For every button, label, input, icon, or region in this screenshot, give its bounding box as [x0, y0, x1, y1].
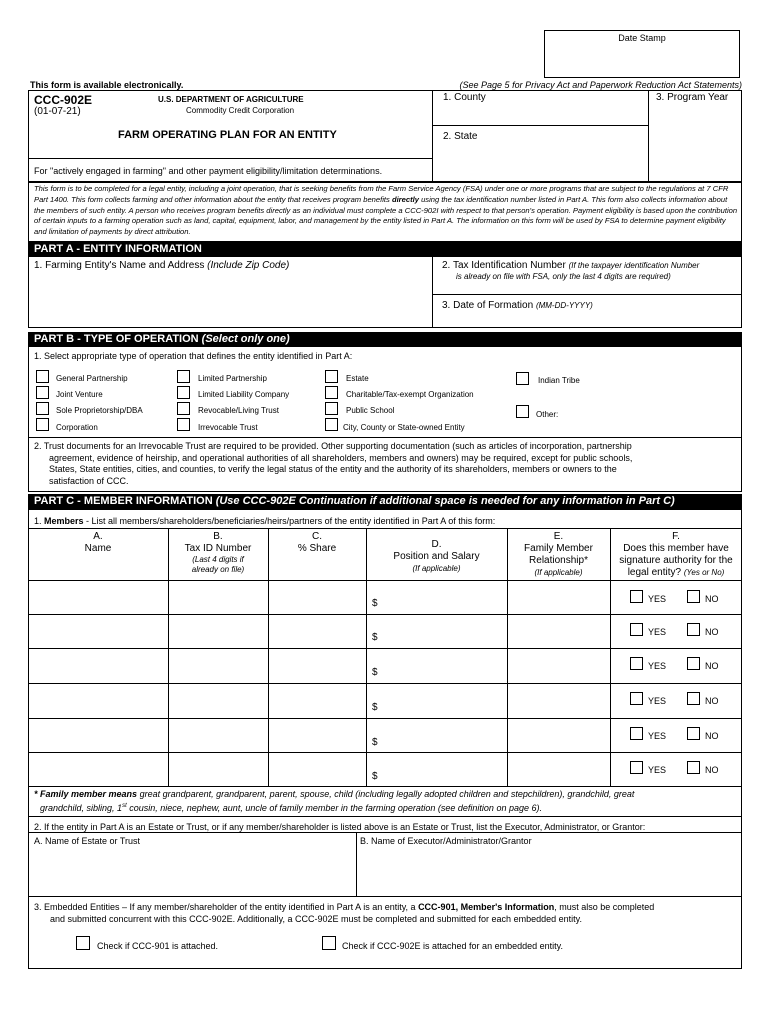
signature-yes-checkbox-5[interactable] — [630, 727, 643, 740]
signature-yes-checkbox-3[interactable] — [630, 657, 643, 670]
yes-label-3: YES — [648, 661, 667, 671]
signature-yes-checkbox-2[interactable] — [630, 623, 643, 636]
yes-label-4: YES — [648, 696, 667, 706]
other-input[interactable] — [566, 406, 736, 418]
tin-hint: is already on file with FSA, only the last 4 digits are required) — [456, 272, 671, 281]
limited-partnership-checkbox[interactable] — [177, 370, 190, 383]
ccc-901-attached-label: Check if CCC-901 is attached. — [97, 941, 219, 951]
yes-label-6: YES — [648, 765, 667, 775]
tin-field[interactable] — [434, 282, 740, 293]
intro-paragraph: This form is to be completed for a legal entity, including a joint operation, that is seeking benefits from the Farm Service Agency (FSA) under one or more programs that are subject to the regulations at 7 CFR Part 1400. This form collects farming and other information about the entity that receives program benefits directly using the tax identification number listed in Part A. This form also collects information about the members of such entity. A person who receives program benefits directly as an individual must complete a CCC-902I with respect to that person's operation. Payment eligibility is based upon the contribution of certain inputs to a farming operation such as land, capital, equipment, labor, and management by the entity listed in Part A. The information on this form will be used by FSA to determine payment eligibility and limitation of payments by direct attribution. — [34, 184, 738, 237]
estate-label: Estate — [346, 374, 369, 383]
program-year-label: 3. Program Year — [656, 92, 729, 103]
date-of-formation-field[interactable] — [434, 312, 740, 326]
signature-no-checkbox-2[interactable] — [687, 623, 700, 636]
signature-no-checkbox-4[interactable] — [687, 692, 700, 705]
purpose-statement: For "actively engaged in farming" and other payment eligibility/limitation determinations. — [34, 166, 383, 176]
joint-venture-checkbox[interactable] — [36, 386, 49, 399]
corporation-checkbox[interactable] — [36, 418, 49, 431]
ccc-902e-attached-label: Check if CCC-902E is attached for an embedded entity. — [342, 941, 563, 951]
yes-label-1: YES — [648, 594, 667, 604]
entity-name-label: 1. Farming Entity's Name and Address (Include Zip Code) — [34, 260, 290, 271]
other-checkbox[interactable] — [516, 405, 529, 418]
city-county-checkbox[interactable] — [325, 418, 338, 431]
general-partnership-checkbox[interactable] — [36, 370, 49, 383]
date-of-formation-label: 3. Date of Formation (MM-DD-YYYY) — [442, 300, 593, 311]
general-partnership-label: General Partnership — [56, 374, 128, 383]
available-electronically: This form is available electronically. — [30, 80, 184, 90]
salary-dollar-6: $ — [372, 771, 378, 782]
sole-proprietorship-label: Sole Proprietorship/DBA — [56, 406, 143, 415]
irrevocable-trust-label: Irrevocable Trust — [198, 423, 258, 432]
date-stamp-box — [544, 30, 740, 78]
revocable-trust-checkbox[interactable] — [177, 402, 190, 415]
city-county-label: City, County or State-owned Entity — [343, 423, 465, 432]
joint-venture-label: Joint Venture — [56, 390, 103, 399]
charitable-checkbox[interactable] — [325, 386, 338, 399]
state-label: 2. State — [443, 131, 478, 142]
part-a-heading: PART A - ENTITY INFORMATION — [28, 242, 742, 256]
tin-label: 2. Tax Identification Number (If the taxpayer identification Number — [442, 260, 700, 271]
revocable-trust-label: Revocable/Living Trust — [198, 406, 279, 415]
indian-tribe-label: Indian Tribe — [538, 376, 580, 385]
privacy-statement: (See Page 5 for Privacy Act and Paperwork Reduction Act Statements) — [459, 80, 742, 90]
signature-yes-checkbox-6[interactable] — [630, 761, 643, 774]
part-b-question-1: 1. Select appropriate type of operation that defines the entity identified in Part A: — [34, 351, 353, 361]
other-label: Other: — [536, 410, 559, 419]
signature-no-checkbox-1[interactable] — [687, 590, 700, 603]
members-instruction: 1. Members - List all members/shareholders/beneficiaries/heirs/partners of the entity identified in Part A of this form: — [34, 516, 496, 526]
signature-no-checkbox-3[interactable] — [687, 657, 700, 670]
department-name: U.S. DEPARTMENT OF AGRICULTURE — [158, 95, 304, 104]
executor-name-label: B. Name of Executor/Administrator/Grantor — [360, 836, 532, 846]
indian-tribe-checkbox[interactable] — [516, 372, 529, 385]
part-c-heading: PART C - MEMBER INFORMATION (Use CCC-902E Continuation if additional space is needed for any information in Part C) — [28, 494, 742, 509]
signature-no-checkbox-5[interactable] — [687, 727, 700, 740]
no-label-5: NO — [705, 731, 719, 741]
form-id: CCC-902E — [34, 93, 93, 107]
salary-dollar-5: $ — [372, 737, 378, 748]
col-c-header: C. % Share — [297, 531, 337, 554]
form-title: FARM OPERATING PLAN FOR AN ENTITY — [118, 129, 337, 141]
entity-name-field[interactable] — [30, 274, 430, 326]
salary-dollar-2: $ — [372, 632, 378, 643]
corporation-label: Corporation — [56, 423, 98, 432]
no-label-2: NO — [705, 627, 719, 637]
estate-trust-question: 2. If the entity in Part A is an Estate or Trust, or if any member/shareholder is listed above is an Estate or Trust, list the Executor, Administrator, or Grantor: — [34, 822, 646, 832]
salary-dollar-3: $ — [372, 667, 378, 678]
col-f-header: F. Does this member have signature authority for the legal entity? (Yes or No) — [619, 531, 733, 578]
salary-dollar-4: $ — [372, 702, 378, 713]
public-school-checkbox[interactable] — [325, 402, 338, 415]
ccc-902e-attached-checkbox[interactable] — [322, 936, 336, 950]
limited-partnership-label: Limited Partnership — [198, 374, 267, 383]
llc-checkbox[interactable] — [177, 386, 190, 399]
executor-name-field[interactable] — [358, 848, 740, 894]
sole-proprietorship-checkbox[interactable] — [36, 402, 49, 415]
signature-yes-checkbox-1[interactable] — [630, 590, 643, 603]
estate-trust-name-label: A. Name of Estate or Trust — [34, 836, 141, 846]
ccc-901-attached-checkbox[interactable] — [76, 936, 90, 950]
signature-yes-checkbox-4[interactable] — [630, 692, 643, 705]
family-member-footnote: * Family member means great grandparent, grandparent, parent, spouse, child (including legally adopted children and stepchildren), grandchild, great grandchild, sibling, 1st cousin, niece, nephew, aunt, uncle of family member in the farming operation (see definition on page 6). — [34, 789, 635, 813]
part-b-question-2: 2. Trust documents for an Irrevocable Trust are required to be provided. Other supporting documentation (such as articles of incorporation, partnership agreement, evidence of heirship, and operational authorities of all shareholders, members and owners) may be required, except for public schools, States, State entities, cities, and counties, to verify the legal status of the entity and the authority of its shareholders, members or owners to the satisfaction of CCC. — [34, 441, 633, 486]
llc-label: Limited Liability Company — [198, 390, 290, 399]
irrevocable-trust-checkbox[interactable] — [177, 418, 190, 431]
no-label-6: NO — [705, 765, 719, 775]
yes-label-2: YES — [648, 627, 667, 637]
date-stamp-label: Date Stamp — [618, 33, 666, 43]
form-date: (01-07-21) — [34, 106, 81, 117]
public-school-label: Public School — [346, 406, 395, 415]
col-b-header: B. Tax ID Number (Last 4 digits if already on file) — [184, 531, 252, 574]
signature-no-checkbox-6[interactable] — [687, 761, 700, 774]
salary-dollar-1: $ — [372, 598, 378, 609]
estate-trust-name-field[interactable] — [30, 848, 354, 894]
col-d-header: D. Position and Salary (If applicable) — [393, 539, 480, 573]
part-b-heading: PART B - TYPE OF OPERATION (Select only one) — [28, 332, 742, 346]
no-label-1: NO — [705, 594, 719, 604]
estate-checkbox[interactable] — [325, 370, 338, 383]
charitable-label: Charitable/Tax-exempt Organization — [346, 390, 474, 399]
no-label-3: NO — [705, 661, 719, 671]
corporation-name: Commodity Credit Corporation — [186, 106, 295, 115]
col-e-header: E. Family Member Relationship* (If applicable) — [524, 531, 593, 577]
col-a-header: A. Name — [84, 531, 112, 554]
embedded-entities-text: 3. Embedded Entities – If any member/shareholder of the entity identified in Part A is an entity, a CCC-901, Member's Information, must also be completed and submitted concurrent with this CCC-902E. Additionally, a CCC-902E must be completed and submitted for each embedded entity. — [34, 902, 655, 924]
yes-label-5: YES — [648, 731, 667, 741]
no-label-4: NO — [705, 696, 719, 706]
county-label: 1. County — [443, 92, 486, 103]
